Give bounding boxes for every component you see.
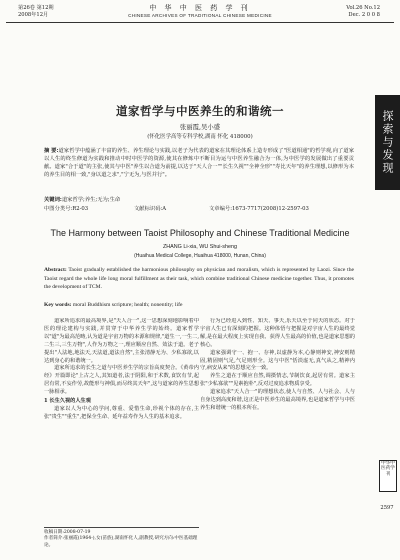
keywords-text: 道家哲学;养生;无为;生命: [61, 197, 121, 203]
abstract-cn: [44, 147, 354, 179]
article-authors: 张丽霞,吴小盛: [179, 123, 221, 131]
keywords-label: 关键词:: [44, 197, 62, 203]
english-keywords: [44, 302, 354, 308]
volume-issue-en: Vol.26 No.12: [346, 5, 380, 11]
body-paragraph: 道家追求"天人合一"的理想状态,使人与自然、人与社会、人与自身达到高度和谐,这正是中医养生的最高境界,也是道家哲学与中医养生和谐统一的根本所在。: [200, 389, 355, 411]
english-keywords-label: Key words:: [44, 302, 72, 308]
side-stamp: 中华中医药学刊: [379, 460, 397, 492]
english-title: The Harmony between Taoist Philosophy and Chinese Traditional Medicine: [50, 228, 350, 238]
abstract-label: 摘 要:: [44, 148, 59, 154]
section-heading: 1 长生久视的人生观: [44, 398, 91, 405]
volume-issue-cn: 第26卷 第12期: [18, 5, 54, 11]
english-abstract-text: Taoist gradually established the harmonious philosophy on physician and moralism, which is represented by Laozi. Since the Taoist regard the whole life long moral fulfillment as their task, which combine traditional Chinese medicine together. Thus, it promotes the development of TCM.: [44, 267, 354, 291]
keywords-row: [44, 195, 120, 203]
header-center: [6, 5, 394, 19]
date-en: Dec. 2 0 0 8: [348, 12, 380, 18]
classification-row: [44, 204, 356, 212]
page-number: 2597: [380, 505, 394, 511]
article-number: 文章编号:1673-7717(2008)12-2597-03: [209, 206, 309, 212]
body-paragraph: 道家以人为中心的学问,尊重、爱惜生命,珍视个体的存在,主张"贵生""重生",把保全生命、延年益寿作为人生的基本追求。: [44, 405, 199, 420]
document-code: 文献标识码:A: [134, 206, 167, 212]
journal-name-cn: 中 华 中 医 药 学 刊: [149, 4, 251, 12]
article-affiliation: (怀化医学高等专科学校,湖南 怀化 418000): [147, 134, 253, 140]
date-cn: 2008年12月: [18, 12, 49, 18]
header-rule: [6, 22, 394, 23]
body-column-right: [200, 318, 355, 543]
journal-name-en: CHINESE ARCHIVES OF TRADITIONAL CHINESE MEDICINE: [128, 13, 272, 18]
clc-number: 中图分类号:R2-03: [44, 206, 89, 212]
english-keywords-text: moral Buddhism scripture; health; nonentity; life: [72, 302, 183, 308]
abstract-text: 道家哲学中蕴涵了丰富的养生、养生理论与实践,以老子为代表的道家在其理论体系上造专形成了"医道相通"的哲学观,向了道家以人生的终生修道为实践和推动中时中医学的资源,使其在修炼中不断目为运与中医养生融合为一体,为中医学的发展做出了重要贡献。道家"合于道"的主张,使其与中医"养生以合道为前提,以达于"天人合一""长生久视""全神全形""寿比天年"的养生理想,以修形为本的养生目的相一致,"身以道之求","宁无为,与医并行"。: [44, 148, 354, 178]
english-abstract-label: Abstract:: [44, 267, 67, 273]
body-paragraph: 道家所追求的最高境界,是"天人合一",这一思想深刻地影响着中医的理论建构与实践,并贯穿于中华养生学的始终。道家哲学以"道"为最高范畴,认为道是宇宙万物的本源和规律,"道生一,一生二,二生三,三生万物",人作为万物之一,理应顺应自然、效法于道。老子提出"人法地,地法天,天法道,道法自然",主张清静无为、少私寡欲,以达到身心的和谐统一。: [44, 318, 199, 364]
english-abstract: [44, 266, 354, 292]
english-affiliation: (Huaihua Medical College, Huaihua 418000, Hunan, China): [134, 253, 266, 259]
english-authors: ZHANG Li-xia, WU Shui-sheng: [163, 244, 237, 250]
running-header: [6, 5, 394, 27]
body-paragraph: 道家强调守一、抱一、存神,以虚静为本,心静则神安,神安则精固,精固则气足,气足则形全。这与中医"恬淡虚无,真气从之,精神内守,病安从来"的思想完全一致。: [200, 349, 355, 372]
body-paragraph: 行为已经进入到性、知天、事天,乐天以至于同天的状态。对于宇宙人生已有深刻的把握。这种体悟与把握是对宇宙人生的最终觉解,是在最大程度上实现自我、获得人生最高的价值,也是道家思想的核心。: [200, 318, 355, 348]
header-right: [346, 5, 380, 19]
article-title: 道家哲学与中医养生的和谐统一: [116, 104, 284, 118]
body-paragraph: 养生之道在于顺应自然,调摄情志,节制饮食,起居有常。道家主张"少私寡欲""见素抱朴",反对过度追求物质享受。: [200, 373, 355, 388]
body-paragraph: 道家所追求的长生之道与中医养生学的宗旨高度契合。《黄帝内经》开篇即论"上古之人,其知道者,法于阴阳,和于术数,食饮有节,起居有常,不妄作劳,故能形与神俱,而尽终其天年",这与道家的养生思想一脉相承。: [44, 365, 199, 396]
section-tab: 探索与发现: [375, 95, 400, 190]
body-column-left: [44, 318, 199, 523]
footnote: 收稿日期:2008-07-19 作者简介:张丽霞(1964-),女(苗族),湖南怀化人,副教授,研究方向:中医基础理论。: [44, 527, 199, 549]
